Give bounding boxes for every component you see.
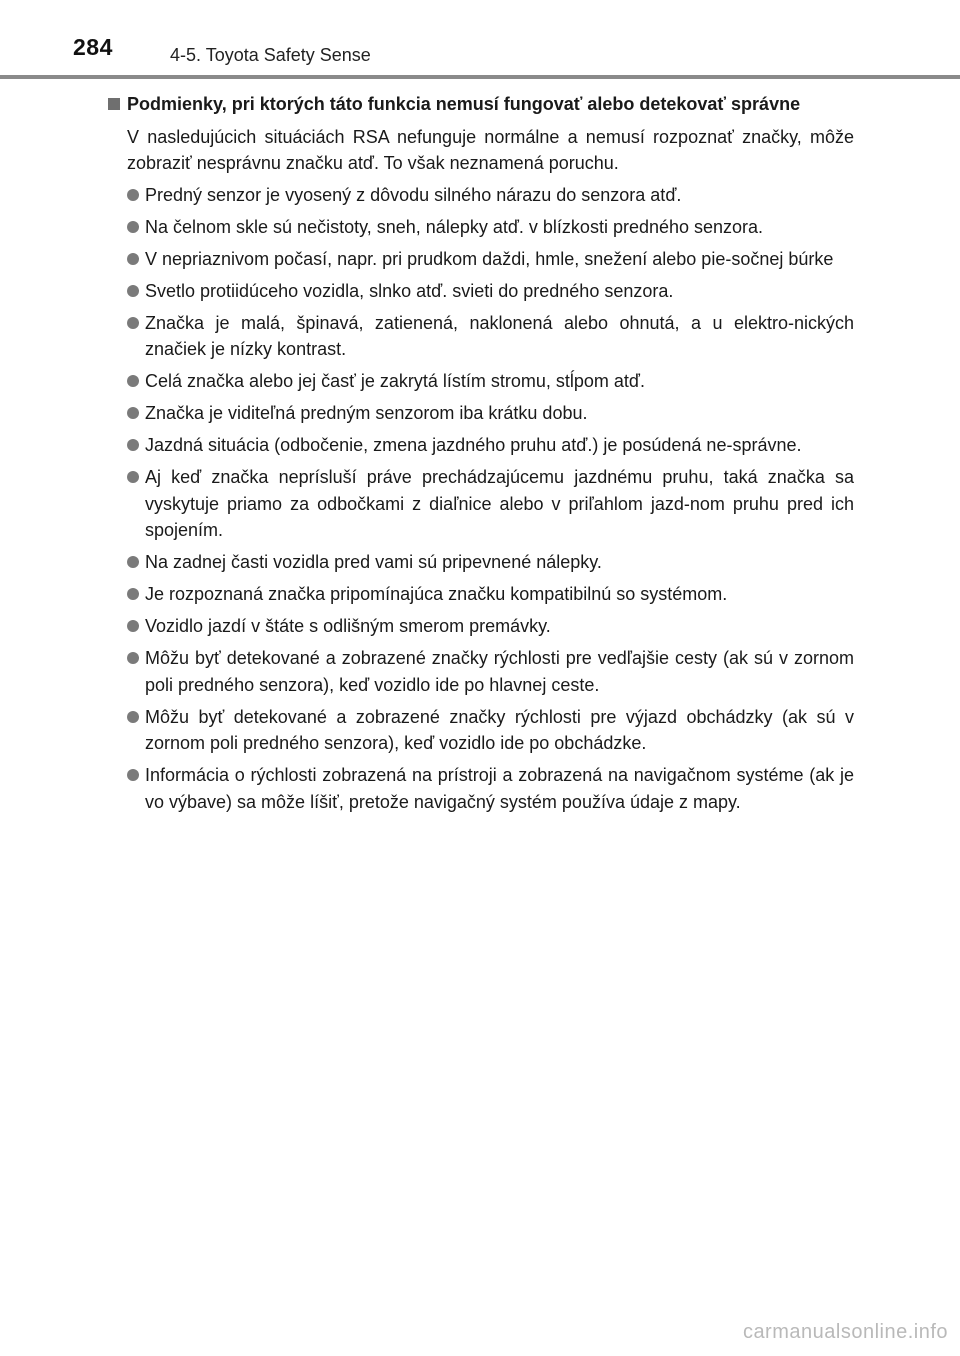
- list-item-text: Môžu byť detekované a zobrazené značky rýchlosti pre vedľajšie cesty (ak sú v zornom poli predného senzora), keď vozidlo ide po hlavnej ceste.: [145, 648, 854, 695]
- list-item-text: Môžu byť detekované a zobrazené značky rýchlosti pre výjazd obchádzky (ak sú v zornom poli predného senzora), keď vozidlo ide po obchádzke.: [145, 706, 854, 753]
- subsection-heading-text: Podmienky, pri ktorých táto funkcia nemusí fungovať alebo detekovať správne: [127, 94, 801, 114]
- header-divider: [0, 75, 960, 79]
- list-item-text: Svetlo protiidúceho vozidla, slnko atď. svieti do predného senzora.: [145, 280, 674, 301]
- list-item: [108, 762, 854, 815]
- page-number: 284: [73, 34, 113, 60]
- bullet-dot-icon: [127, 317, 139, 329]
- list-item-text: Značka je malá, špinavá, zatienená, naklonená alebo ohnutá, a u elektro-nických značiek je nízky kontrast.: [145, 312, 854, 359]
- section-title: 4-5. Toyota Safety Sense: [170, 45, 371, 65]
- bullet-dot-icon: [127, 711, 139, 723]
- list-item-text: Značka je viditeľná predným senzorom iba krátku dobu.: [145, 403, 588, 423]
- list-item: [108, 645, 854, 698]
- list-item: [108, 432, 854, 459]
- list-item: [108, 400, 854, 427]
- bullet-dot-icon: [127, 407, 139, 419]
- list-item-text: Predný senzor je vyosený z dôvodu silného nárazu do senzora atď.: [145, 184, 682, 205]
- bullet-dot-icon: [127, 375, 139, 387]
- bullet-dot-icon: [127, 189, 139, 201]
- list-item: [108, 704, 854, 757]
- intro-paragraph: V nasledujúcich situáciách RSA nefunguje normálne a nemusí rozpoznať značky, môže zobraziť nesprávnu značku atď. To však neznamená poruchu.: [127, 126, 854, 173]
- list-item-text: Vozidlo jazdí v štáte s odlišným smerom premávky.: [145, 616, 551, 636]
- list-item: [108, 549, 854, 576]
- list-item-text: V nepriaznivom počasí, napr. pri prudkom daždi, hmle, snežení alebo pie-sočnej búrke: [145, 248, 834, 269]
- bullet-dot-icon: [127, 439, 139, 451]
- conditions-list: [108, 182, 854, 816]
- bullet-dot-icon: [127, 620, 139, 632]
- bullet-dot-icon: [127, 556, 139, 568]
- bullet-dot-icon: [127, 588, 139, 600]
- list-item: [108, 368, 854, 395]
- list-item: [108, 246, 854, 273]
- bullet-dot-icon: [127, 769, 139, 781]
- square-marker-icon: [108, 98, 120, 110]
- list-item: [108, 182, 854, 209]
- bullet-dot-icon: [127, 221, 139, 233]
- bullet-dot-icon: [127, 471, 139, 483]
- subsection-heading: [108, 91, 854, 118]
- list-item: [108, 464, 854, 544]
- site-watermark: carmanualsonline.info: [742, 1321, 948, 1343]
- list-item: [108, 278, 854, 305]
- list-item: [108, 581, 854, 608]
- list-item-text: Celá značka alebo jej časť je zakrytá lístím stromu, stĺpom atď.: [145, 371, 646, 391]
- list-item-text: Jazdná situácia (odbočenie, zmena jazdného pruhu atď.) je posúdená ne-správne.: [145, 435, 802, 455]
- bullet-dot-icon: [127, 253, 139, 265]
- bullet-dot-icon: [127, 285, 139, 297]
- list-item: [108, 310, 854, 363]
- list-item-text: Aj keď značka neprísluší práve prechádzajúcemu jazdnému pruhu, taká značka sa vyskytuje priamo za odbočkami z diaľnice alebo v priľahlom jazd-nom pruhu pred ich spojením.: [145, 467, 854, 540]
- list-item: [108, 214, 854, 241]
- list-item-text: Je rozpoznaná značka pripomínajúca značku kompatibilnú so systémom.: [145, 584, 728, 604]
- main-content: [108, 91, 854, 821]
- list-item-text: Informácia o rýchlosti zobrazená na prístroji a zobrazená na navigačnom systéme (ak je vo výbave) sa môže líšiť, pretože navigačný systém používa údaje z mapy.: [145, 765, 854, 812]
- bullet-dot-icon: [127, 652, 139, 664]
- list-item-text: Na čelnom skle sú nečistoty, sneh, nálepky atď. v blízkosti predného senzora.: [145, 216, 764, 237]
- list-item: [108, 613, 854, 640]
- page-header: [0, 0, 960, 80]
- list-item-text: Na zadnej časti vozidla pred vami sú pripevnené nálepky.: [145, 552, 602, 572]
